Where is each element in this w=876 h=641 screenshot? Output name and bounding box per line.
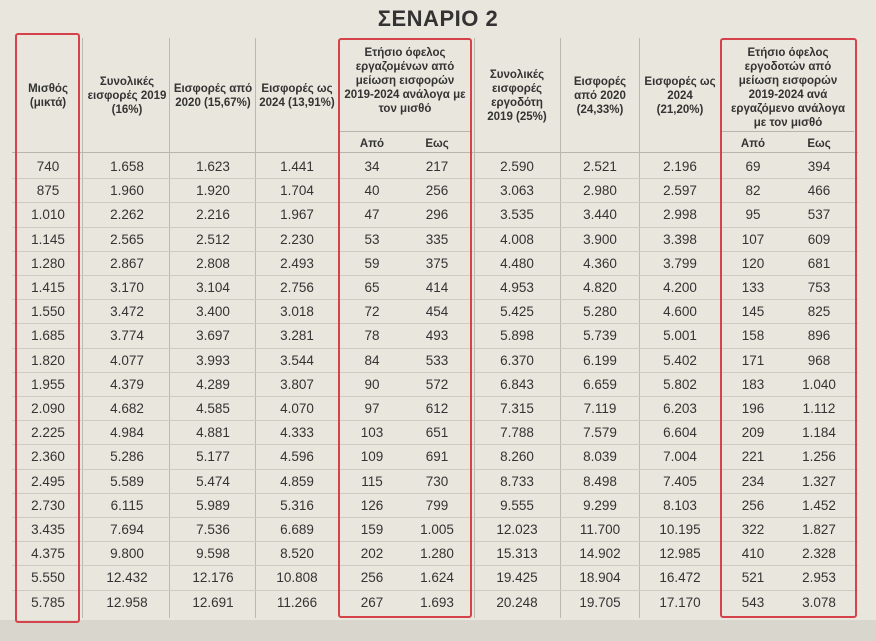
cell-employee-from: 65 [364, 280, 380, 295]
cell-employee-to: 414 [425, 280, 449, 295]
cell-employer-2019: 20.248 [496, 594, 538, 610]
cell-total-2019: 3.774 [110, 328, 144, 344]
cell-from-2020: 2.808 [196, 255, 230, 271]
cell-to-2024: 3.807 [280, 376, 314, 392]
cell-employer-to: 1.452 [802, 497, 836, 513]
cell-employee-to: 1.005 [420, 522, 454, 537]
cell-employer-2024: 12.985 [659, 546, 701, 562]
cell-from-2020: 4.881 [196, 425, 230, 441]
cell-to-2024: 5.316 [280, 497, 314, 513]
cell-employee-to: 691 [425, 449, 449, 465]
cell-to-2024: 3.544 [280, 352, 314, 368]
cell-employer-to: 1.040 [802, 376, 836, 392]
cell-salary: 875 [36, 183, 60, 199]
cell-total-2019: 1.658 [110, 159, 144, 174]
cell-employer-2024: 2.998 [663, 207, 697, 223]
cell-employer-to: 1.256 [802, 449, 836, 465]
cell-total-2019: 12.432 [106, 570, 148, 586]
cell-from-2020: 5.474 [196, 473, 230, 489]
cell-employer-2019: 4.480 [500, 255, 534, 271]
cell-employer-2024: 5.402 [663, 352, 697, 368]
cell-employee-from: 126 [360, 497, 384, 513]
cell-to-2024: 10.808 [276, 570, 318, 586]
cell-employer-2020: 19.705 [579, 594, 621, 610]
cell-from-2020: 12.691 [192, 594, 234, 610]
cell-employer-2020: 11.700 [579, 522, 621, 537]
cell-employer-2019: 7.315 [500, 401, 534, 416]
cell-employer-to: 1.827 [802, 522, 836, 537]
cell-employer-2020: 14.902 [579, 546, 621, 562]
cell-employer-2024: 3.799 [663, 255, 697, 271]
cell-total-2019: 3.472 [110, 304, 144, 320]
cell-employer-from: 133 [741, 280, 765, 295]
cell-employer-2020: 7.579 [583, 425, 617, 441]
cell-salary: 3.435 [31, 522, 65, 537]
cell-employer-to: 2.953 [802, 570, 836, 586]
header-employer-2019: Συνολικές εισφορές εργοδότη 2019 (25%) [487, 69, 547, 123]
cell-employer-2019: 8.260 [500, 449, 534, 465]
cell-from-2020: 7.536 [196, 522, 230, 537]
header-employer-benefit: Ετήσιο όφελος εργοδοτών από μείωση εισφορών 2019-2024 ανά εργαζόμενο ανάλογα με τον μισθό [730, 47, 846, 129]
cell-employer-from: 107 [741, 231, 765, 247]
cell-from-2020: 2.512 [196, 231, 230, 247]
header-employer-2024: Εισφορές ως 2024 (21,20%) [644, 76, 716, 116]
cell-employee-from: 202 [360, 546, 384, 562]
cell-from-2020: 12.176 [192, 570, 234, 586]
cell-employer-to: 825 [807, 304, 831, 320]
cell-total-2019: 2.565 [110, 231, 144, 247]
cell-to-2024: 3.018 [280, 304, 314, 320]
cell-employer-from: 521 [741, 570, 765, 586]
cell-total-2019: 5.589 [110, 473, 144, 489]
cell-employer-2024: 4.200 [663, 280, 697, 295]
cell-employee-from: 53 [364, 231, 380, 247]
header-from-2020: Εισφορές από 2020 (15,67%) [173, 83, 253, 109]
cell-employer-2019: 3.535 [500, 207, 534, 223]
header-employee-to: Εως [425, 138, 449, 150]
cell-employer-2020: 2.521 [583, 159, 617, 174]
cell-employer-to: 896 [807, 328, 831, 344]
cell-employer-to: 1.327 [802, 473, 836, 489]
cell-to-2024: 8.520 [280, 546, 314, 562]
cell-to-2024: 1.704 [280, 183, 314, 199]
cell-to-2024: 2.756 [280, 280, 314, 295]
cell-employee-to: 335 [425, 231, 449, 247]
cell-employer-to: 753 [807, 280, 831, 295]
cell-from-2020: 9.598 [196, 546, 230, 562]
cell-from-2020: 4.289 [196, 376, 230, 392]
cell-to-2024: 4.859 [280, 473, 314, 489]
cell-employer-2019: 5.425 [500, 304, 534, 320]
cell-employer-2020: 6.199 [583, 352, 617, 368]
cell-total-2019: 4.984 [110, 425, 144, 441]
header-salary: Μισθός (μικτά) [28, 83, 68, 109]
cell-salary: 1.550 [31, 304, 65, 320]
cell-to-2024: 1.441 [280, 159, 314, 174]
cell-employer-2020: 6.659 [583, 376, 617, 392]
cell-employer-to: 2.328 [802, 546, 836, 562]
group-divider-employer [722, 131, 854, 132]
cell-employer-2020: 4.820 [583, 280, 617, 295]
cell-salary: 1.820 [31, 352, 65, 368]
cell-total-2019: 12.958 [106, 594, 148, 610]
cell-employer-2024: 17.170 [659, 594, 701, 610]
cell-employee-from: 47 [364, 207, 380, 223]
cell-total-2019: 2.867 [110, 255, 144, 271]
header-employee-benefit: Ετήσιο όφελος εργαζομένων από μείωση εισφορών 2019-2024 ανάλογα με τον μισθό [344, 47, 466, 115]
cell-salary: 1.955 [31, 376, 65, 392]
cell-employer-2020: 8.498 [583, 473, 617, 489]
cell-employer-2019: 3.063 [500, 183, 534, 199]
cell-employer-2024: 5.802 [663, 376, 697, 392]
cell-total-2019: 4.077 [110, 352, 144, 368]
cell-employee-from: 59 [364, 255, 380, 271]
cell-from-2020: 1.623 [196, 159, 230, 174]
cell-salary: 740 [36, 159, 60, 174]
cell-salary: 2.495 [31, 473, 65, 489]
cell-employee-from: 90 [364, 376, 380, 392]
cell-employer-2020: 7.119 [583, 401, 617, 416]
cell-employee-from: 267 [360, 594, 384, 610]
cell-employer-from: 256 [741, 497, 765, 513]
cell-employer-2024: 2.196 [663, 159, 697, 174]
cell-salary: 1.415 [31, 280, 65, 295]
cell-employer-from: 171 [741, 352, 765, 368]
cell-employer-2024: 6.604 [663, 425, 697, 441]
cell-employer-2024: 7.405 [663, 473, 697, 489]
page-title: ΣΕΝΑΡΙΟ 2 [377, 6, 499, 31]
cell-employer-to: 466 [807, 183, 831, 199]
cell-employer-2024: 7.004 [663, 449, 697, 465]
cell-employee-to: 375 [425, 255, 449, 271]
cell-employee-from: 103 [360, 425, 384, 441]
cell-total-2019: 2.262 [110, 207, 144, 223]
cell-employer-2020: 4.360 [583, 255, 617, 271]
cell-from-2020: 4.585 [196, 401, 230, 416]
cell-employer-2020: 5.280 [583, 304, 617, 320]
cell-employer-to: 1.184 [802, 425, 836, 441]
cell-from-2020: 5.177 [196, 449, 230, 465]
cell-employee-from: 159 [360, 522, 384, 537]
cell-from-2020: 3.400 [196, 304, 230, 320]
cell-to-2024: 11.266 [276, 594, 318, 610]
group-divider-employee [340, 131, 470, 132]
cell-employer-from: 209 [741, 425, 765, 441]
cell-salary: 1.280 [31, 255, 65, 271]
cell-from-2020: 5.989 [196, 497, 230, 513]
cell-employee-to: 1.624 [420, 570, 454, 586]
cell-employer-from: 82 [745, 183, 761, 199]
cell-salary: 4.375 [31, 546, 65, 562]
header-employer-to: Εως [807, 138, 831, 150]
cell-employer-from: 221 [741, 449, 765, 465]
cell-employer-2024: 16.472 [659, 570, 701, 586]
cell-employer-2019: 6.370 [500, 352, 534, 368]
cell-employer-2019: 2.590 [500, 159, 534, 174]
cell-total-2019: 5.286 [110, 449, 144, 465]
cell-from-2020: 1.920 [196, 183, 230, 199]
cell-salary: 2.090 [31, 401, 65, 416]
header-employer-2020: Εισφορές από 2020 (24,33%) [573, 76, 627, 116]
cell-salary: 1.010 [31, 207, 65, 223]
cell-employer-from: 120 [741, 255, 765, 271]
cell-employee-to: 493 [425, 328, 449, 344]
cell-from-2020: 3.993 [196, 352, 230, 368]
cell-employee-from: 72 [364, 304, 380, 320]
cell-from-2020: 3.697 [196, 328, 230, 344]
cell-employee-from: 84 [364, 352, 380, 368]
cell-employer-2019: 19.425 [496, 570, 538, 586]
cell-salary: 1.685 [31, 328, 65, 344]
cell-employee-to: 217 [425, 159, 449, 174]
cell-employer-to: 681 [807, 255, 831, 271]
header-total-2019: Συνολικές εισφορές 2019 (16%) [87, 76, 167, 116]
cell-employer-2019: 6.843 [500, 376, 534, 392]
cell-employer-2019: 4.953 [500, 280, 534, 295]
cell-employer-2019: 5.898 [500, 328, 534, 344]
cell-total-2019: 3.170 [110, 280, 144, 295]
cell-employee-to: 730 [425, 473, 449, 489]
cell-total-2019: 4.682 [110, 401, 144, 416]
cell-employee-from: 34 [364, 159, 380, 174]
cell-employer-2024: 8.103 [663, 497, 697, 513]
cell-employee-to: 1.280 [420, 546, 454, 562]
cell-employer-to: 609 [807, 231, 831, 247]
cell-employer-to: 1.112 [802, 401, 836, 416]
cell-employer-2019: 9.555 [500, 497, 534, 513]
cell-from-2020: 2.216 [196, 207, 230, 223]
cell-total-2019: 1.960 [110, 183, 144, 199]
cell-employer-2024: 5.001 [663, 328, 697, 344]
cell-employee-to: 533 [425, 352, 449, 368]
cell-employee-to: 454 [425, 304, 449, 320]
header-divider [12, 152, 858, 153]
cell-employer-to: 537 [807, 207, 831, 223]
cell-employee-to: 612 [425, 401, 449, 416]
cell-salary: 1.145 [31, 231, 65, 247]
cell-employer-2019: 15.313 [496, 546, 538, 562]
cell-employer-2024: 6.203 [663, 401, 697, 416]
cell-employer-from: 410 [741, 546, 765, 562]
cell-salary: 2.730 [31, 497, 65, 513]
cell-employer-2019: 12.023 [496, 522, 538, 537]
cell-total-2019: 4.379 [110, 376, 144, 392]
cell-to-2024: 4.333 [280, 425, 314, 441]
cell-salary: 2.225 [31, 425, 65, 441]
cell-employer-from: 69 [745, 159, 761, 174]
page-bottom-shadow [0, 620, 876, 641]
cell-from-2020: 3.104 [196, 280, 230, 295]
cell-to-2024: 2.230 [280, 231, 314, 247]
cell-employer-2024: 4.600 [663, 304, 697, 320]
cell-employee-from: 40 [364, 183, 380, 199]
header-employee-from: Από [359, 138, 385, 150]
cell-to-2024: 4.596 [280, 449, 314, 465]
cell-employer-from: 158 [741, 328, 765, 344]
cell-employer-from: 322 [741, 522, 765, 537]
cell-employee-from: 78 [364, 328, 380, 344]
cell-employer-2020: 3.900 [583, 231, 617, 247]
cell-employee-from: 109 [360, 449, 384, 465]
header-to-2024: Εισφορές ως 2024 (13,91%) [259, 83, 335, 109]
cell-salary: 2.360 [31, 449, 65, 465]
cell-employer-2020: 2.980 [583, 183, 617, 199]
cell-to-2024: 3.281 [280, 328, 314, 344]
cell-employer-from: 183 [741, 376, 765, 392]
cell-employer-2019: 7.788 [500, 425, 534, 441]
cell-total-2019: 9.800 [110, 546, 144, 562]
cell-employer-2019: 4.008 [500, 231, 534, 247]
cell-employee-from: 256 [360, 570, 384, 586]
cell-employee-to: 651 [425, 425, 449, 441]
cell-employee-from: 97 [364, 401, 380, 416]
cell-employer-2024: 10.195 [659, 522, 701, 537]
cell-employer-to: 968 [807, 352, 831, 368]
cell-employee-to: 296 [425, 207, 449, 223]
cell-to-2024: 6.689 [280, 522, 314, 537]
cell-employer-from: 95 [745, 207, 761, 223]
cell-employer-2024: 2.597 [663, 183, 697, 199]
cell-salary: 5.785 [31, 594, 65, 610]
cell-employer-to: 394 [807, 159, 831, 174]
cell-employer-2024: 3.398 [663, 231, 697, 247]
cell-employer-2020: 9.299 [583, 497, 617, 513]
column-divider [82, 38, 83, 618]
cell-employer-2020: 18.904 [579, 570, 621, 586]
cell-employer-from: 234 [741, 473, 765, 489]
cell-to-2024: 1.967 [280, 207, 314, 223]
cell-employee-to: 799 [425, 497, 449, 513]
cell-employee-to: 572 [425, 376, 449, 392]
cell-total-2019: 7.694 [110, 522, 144, 537]
cell-employee-from: 115 [361, 473, 383, 489]
cell-employee-to: 256 [425, 183, 449, 199]
cell-employer-2020: 5.739 [583, 328, 617, 344]
cell-employer-2019: 8.733 [500, 473, 534, 489]
cell-employer-from: 196 [741, 401, 765, 416]
header-employer-from: Από [740, 138, 766, 150]
cell-employee-to: 1.693 [420, 594, 454, 610]
cell-total-2019: 6.115 [110, 497, 144, 513]
cell-employer-2020: 3.440 [583, 207, 617, 223]
cell-salary: 5.550 [31, 570, 65, 586]
cell-employer-from: 543 [741, 594, 765, 610]
cell-to-2024: 2.493 [280, 255, 314, 271]
cell-to-2024: 4.070 [280, 401, 314, 416]
cell-employer-2020: 8.039 [583, 449, 617, 465]
cell-employer-to: 3.078 [802, 594, 836, 610]
cell-employer-from: 145 [741, 304, 765, 320]
